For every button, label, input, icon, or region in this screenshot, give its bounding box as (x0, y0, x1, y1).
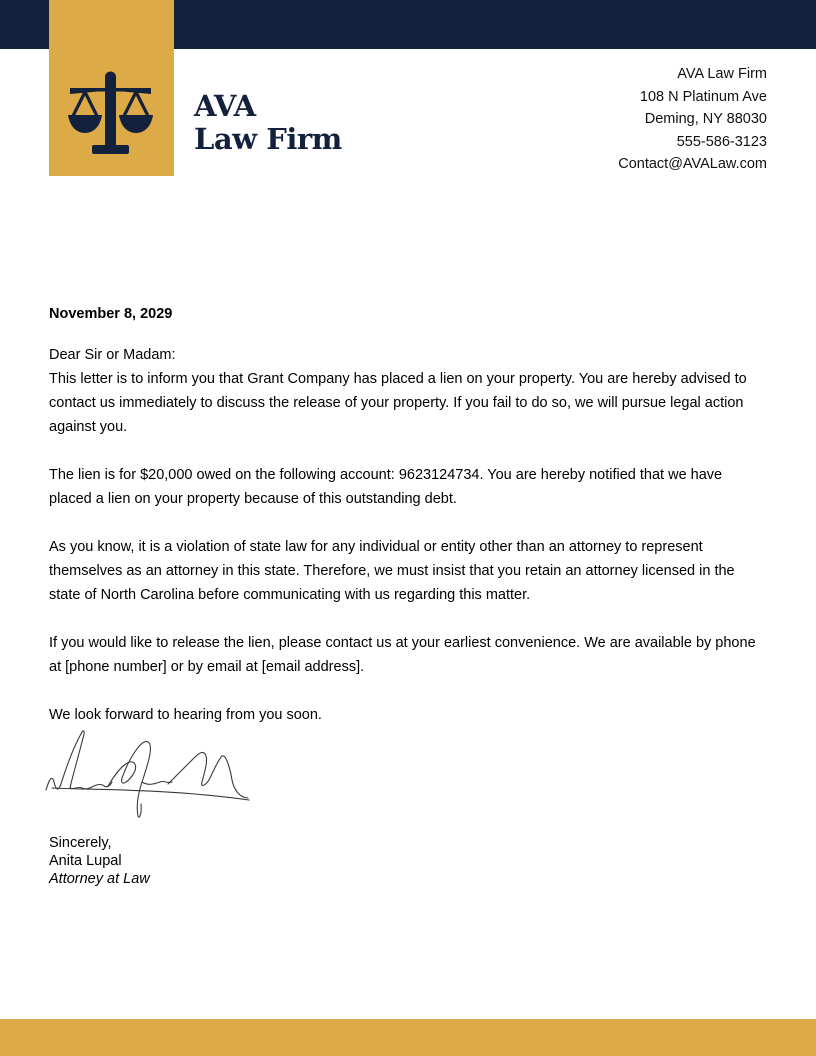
signer-name: Anita Lupal (49, 853, 122, 869)
paragraph-2: The lien is for $20,000 owed on the following account: 9623124734. You are hereby notified that we have placed a lien on your property because of this outstanding debt. (49, 467, 723, 507)
salutation: Dear Sir or Madam: (49, 347, 176, 363)
firm-name-line1: AVA (194, 89, 256, 123)
handwritten-signature (44, 728, 250, 820)
letter-date: November 8, 2029 (49, 306, 173, 322)
scales-of-justice-icon (68, 71, 153, 155)
paragraph-3: As you know, it is a violation of state law for any individual or entity other than an attorney to represent themselves as an attorney in this state. Therefore, we must insist that you retain an attorney licensed in the state of North Carolina before communicating with us regarding this matter. (49, 539, 735, 603)
closing-block (49, 834, 150, 888)
closing-phrase: Sincerely, (49, 835, 112, 851)
signer-title: Attorney at Law (49, 871, 150, 887)
contact-city: Deming, NY 88030 (644, 111, 767, 128)
contact-street: 108 N Platinum Ave (639, 88, 767, 105)
paragraph-5: We look forward to hearing from you soon. (49, 707, 322, 723)
letter-body (49, 343, 767, 727)
paragraph-4: If you would like to release the lien, please contact us at your earliest convenience. We are available by phone at [phone number] or by email at [email address]. (49, 635, 756, 675)
footer-band (0, 1019, 816, 1056)
firm-name-line2: Law Firm (194, 122, 342, 156)
contact-block (618, 63, 767, 176)
contact-phone: 555-586-3123 (676, 133, 767, 150)
contact-email: Contact@AVALaw.com (618, 156, 767, 173)
firm-name (194, 90, 342, 156)
contact-firm: AVA Law Firm (677, 66, 767, 82)
logo-block (49, 0, 174, 176)
paragraph-1: This letter is to inform you that Grant Company has placed a lien on your property. You are hereby advised to contact us immediately to discuss the release of your property. If you fail to do so, we will pursue legal action against you. (49, 371, 747, 435)
